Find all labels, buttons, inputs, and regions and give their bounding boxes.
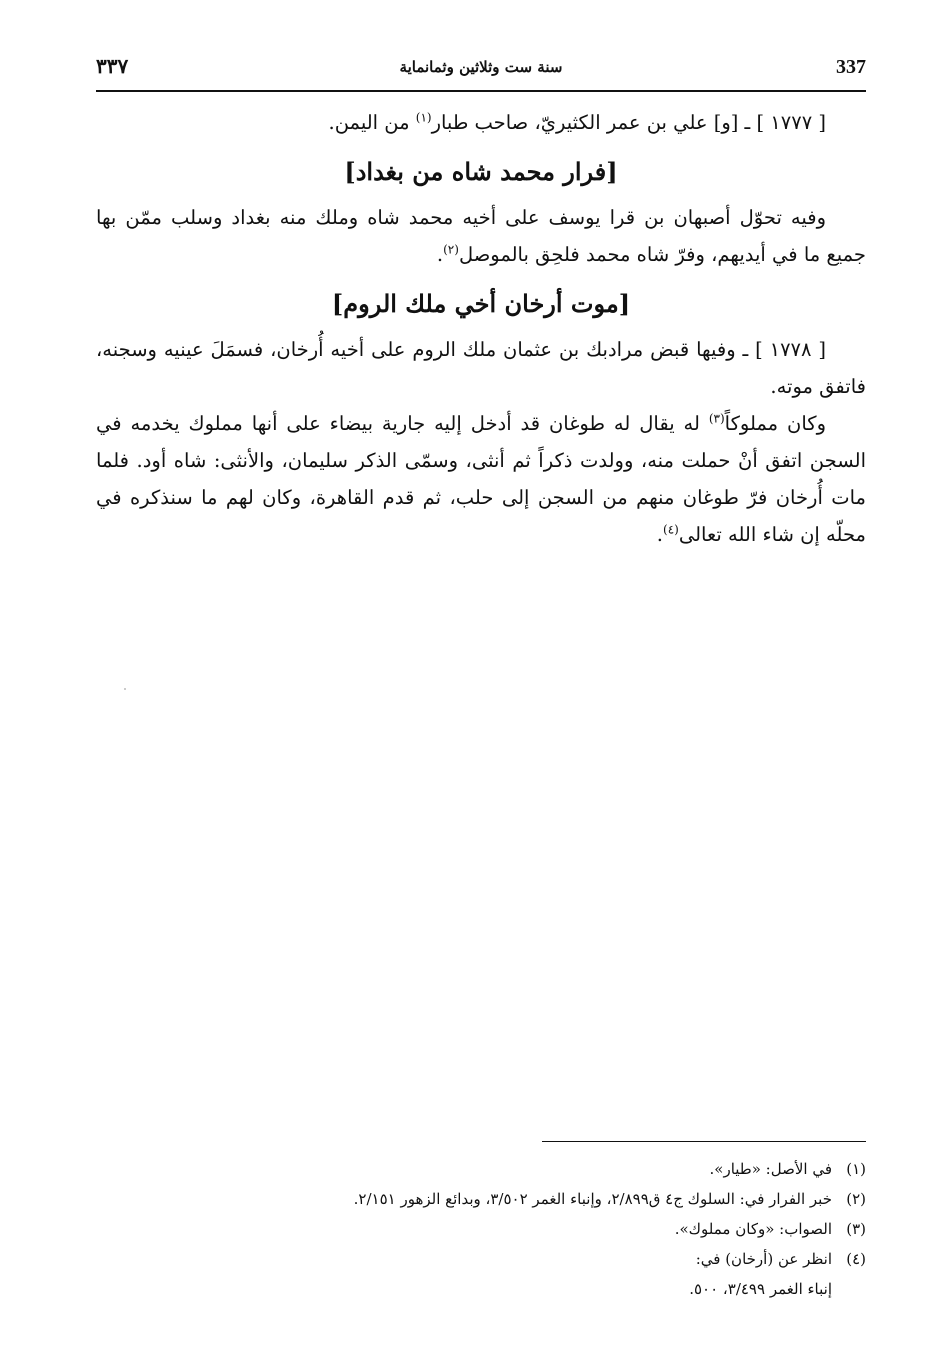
paper-speck <box>124 688 126 690</box>
footnote-ref-3: (٣) <box>708 411 725 426</box>
footnote-ref-1: (١) <box>415 110 432 125</box>
section-heading-2: [موت أرخان أخي ملك الروم] <box>331 289 631 318</box>
footnote-3: (٣)الصواب: «وكان مملوك». <box>674 1220 866 1238</box>
footnotes <box>180 1154 866 1304</box>
section-heading-1: [فرار محمد شاه من بغداد] <box>344 157 618 186</box>
footnote-rule <box>542 1141 866 1142</box>
paragraph-2: وكان مملوكاً$^{(٣)}$ له يقال له طوغان قد أدخل إليه جارية بيضاء على أنها مملوك يخدمه في السجن اتفق أنْ حملت منه، وولدت ذكراً ثم أنثى، وسمّى الذكر سليمان، والأنثى: شاه أود. فلما مات أُرخان فرّ طوغان منهم من السجن إلى حلب، ثم قدم القاهرة، وكان لهم ما سنذكره في محلّه إن شاء الله تعالى$^{(٤)}$. <box>96 411 866 546</box>
running-title: سنة ست وثلاثين وثمانماية <box>399 58 563 76</box>
footnote-ref-4: (٤) <box>663 522 679 537</box>
page-number-arabic: ٣٣٧ <box>96 54 129 78</box>
entry-1777: [ ١٧٧٧ ] ـ [و] علي بن عمر الكثيريّ، صاحب طبار$^{(١)}$ من اليمن. <box>328 110 826 134</box>
footnote-1: (١)في الأصل: «طيار». <box>709 1160 866 1178</box>
paragraph-1: وفيه تحوّل أصبهان بن قرا يوسف على أخيه محمد شاه وملك منه بغداد وسلب ممّن بها جميع ما في أيديهم، وفرّ شاه محمد فلحِق بالموصل$^{(٢)}$. <box>96 206 866 266</box>
header-rule <box>96 90 866 92</box>
footnote-ref-2: (٢) <box>443 242 459 257</box>
footnote-2: (٢)خبر الفرار في: السلوك ج٤ ق٢/٨٩٩، وإنباء الغمر ٣/٥٠٢، وبدائع الزهور ٢/١٥١. <box>353 1190 866 1208</box>
footnote-4: (٤)انظر عن (أرخان) في: <box>695 1250 866 1268</box>
page-number-latin: 337 <box>836 56 866 78</box>
page-header <box>96 52 866 92</box>
entry-1778: [ ١٧٧٨ ] ـ وفيها قبض مرادبك بن عثمان ملك الروم على أخيه أُرخان، فسمَلَ عينيه وسجنه، فاتفق موته. <box>96 338 866 398</box>
main-text <box>96 104 866 553</box>
footnote-4-continuation: إنباء الغمر ٣/٤٩٩، ٥٠٠. <box>689 1280 832 1298</box>
